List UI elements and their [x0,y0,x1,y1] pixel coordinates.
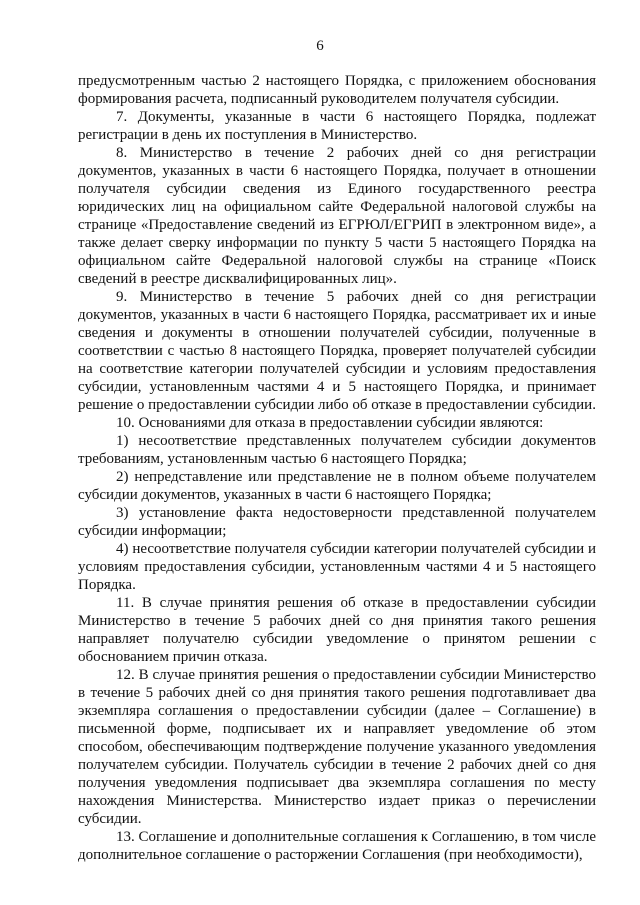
paragraph-11: 11. В случае принятия решения об отказе в предоставлении субсидии Министерство в течение 5 рабочих дней со дня принятия такого решения направляет получателю субсидии уведомление о принятом решении с обоснованием причин отказа. [78,595,596,665]
body-text [78,72,596,864]
paragraph-9: 9. Министерство в течение 5 рабочих дней со дня регистрации документов, указанных в части 6 настоящего Порядка, рассматривает их и иные сведения и документы в отношении получателей субсидии, полученные в соответствии с частью 8 настоящего Порядка, проверяет получателей субсидии на соответствие категории получателей субсидии и условиям предоставления субсидии, установленным частями 4 и 5 настоящего Порядка, и принимает решение о предоставлении субсидии либо об отказе в предоставлении субсидии. [78,289,596,413]
paragraph-12: 12. В случае принятия решения о предоставлении субсидии Министерство в течение 5 рабочих дней со дня принятия такого решения подготавливает два экземпляра соглашения о предоставлении субсидии (далее – Соглашение) в письменной форме, подписывает их и направляет уведомление об этом способом, обеспечивающим подтверждение получение указанного уведомления получателем субсидии. Получатель субсидии в течение 2 рабочих дней со дня получения уведомления подписывает два экземпляра соглашения по месту нахождения Министерства. Министерство издает приказ о перечислении субсидии. [78,667,596,827]
paragraph-13: 13. Соглашение и дополнительные соглашения к Соглашению, в том числе дополнительное соглашение о расторжении Соглашения (при необходимости), [78,829,596,863]
list-item-1: 1) несоответствие представленных получателем субсидии документов требованиям, установленным частью 6 настоящего Порядка; [78,433,596,467]
paragraph-continuation: предусмотренным частью 2 настоящего Порядка, с приложением обоснования формирования расчета, подписанный руководителем получателя субсидии. [78,73,596,107]
list-item-3: 3) установление факта недостоверности представленной получателем субсидии информации; [78,505,596,539]
page-number: 6 [316,38,324,54]
list-item-2: 2) непредставление или представление не в полном объеме получателем субсидии документов, указанных в части 6 настоящего Порядка; [78,469,596,503]
paragraph-10: 10. Основаниями для отказа в предоставлении субсидии являются: [116,415,544,431]
paragraph-7: 7. Документы, указанные в части 6 настоящего Порядка, подлежат регистрации в день их поступления в Министерство. [78,109,596,143]
paragraph-8: 8. Министерство в течение 2 рабочих дней со дня регистрации документов, указанных в части 6 настоящего Порядка, получает в отношении получателя субсидии сведения из Единого государственного реестра юридических лиц на официальном сайте Федеральной налоговой службы на странице «Предоставление сведений из ЕГРЮЛ/ЕГРИП в электронном виде», а также делает сверку информации по пункту 5 части 5 настоящего Порядка на официальном сайте Федеральной налоговой службы на странице «Поиск сведений в реестре дисквалифицированных лиц». [78,145,596,287]
list-item-4: 4) несоответствие получателя субсидии категории получателей субсидии и условиям предоставления субсидии, установленным частями 4 и 5 настоящего Порядка. [78,541,596,593]
